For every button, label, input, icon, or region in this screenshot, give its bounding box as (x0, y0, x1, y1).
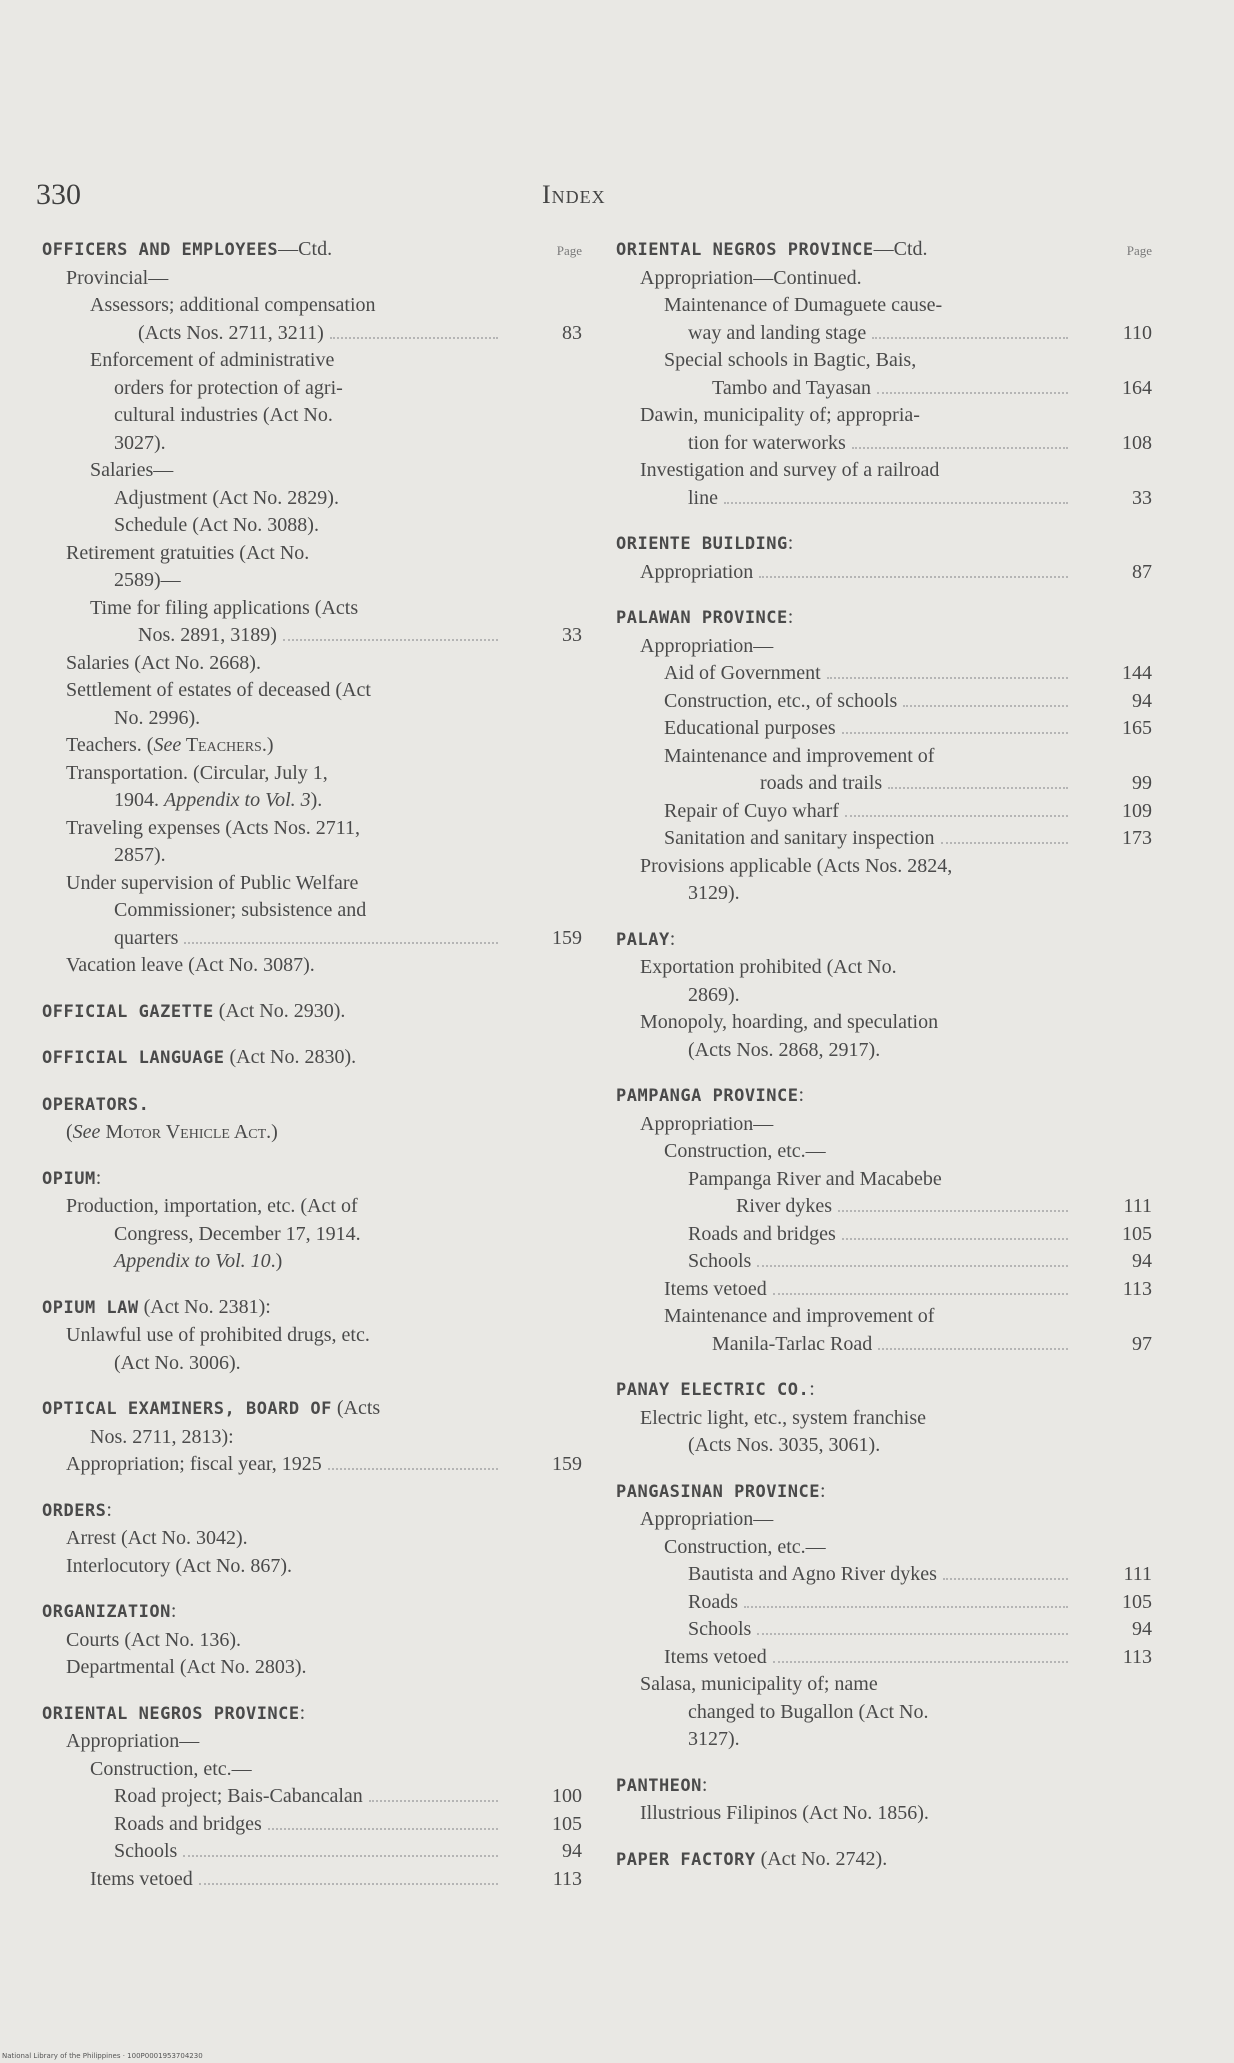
page-ref: 33 (562, 624, 582, 646)
entry-text: Departmental (Act No. 2803). (66, 1656, 307, 1678)
index-entry (42, 732, 582, 760)
leader-dots (878, 1348, 1068, 1350)
entry-text: Teachers. ( (66, 734, 154, 756)
entry-text: Nos. 2711, 2813): (90, 1425, 234, 1448)
entry-text: Provisions applicable (Acts Nos. 2824, (640, 854, 953, 877)
index-entry (42, 1322, 582, 1377)
page-ref: 94 (1132, 689, 1152, 712)
entry-text: Vacation leave (Act No. 3087). (66, 954, 315, 976)
entry-text: Appropriation—Continued. (640, 266, 862, 289)
entry-text: Dawin, municipality of; appropria- (640, 404, 920, 426)
heading-colon: : (170, 1600, 177, 1622)
index-heading-panay-electric (616, 1376, 1152, 1405)
entry-text: changed to Bugallon (Act No. (688, 1700, 929, 1723)
index-entry (42, 1553, 582, 1581)
index-entry (42, 1783, 582, 1811)
entry-text: 2857). (114, 844, 166, 866)
index-entry (42, 512, 582, 540)
entry-text: Schools (688, 1618, 752, 1640)
entry-text: ). (310, 789, 323, 811)
entry-text: 3027). (114, 431, 166, 454)
index-entry (42, 292, 582, 347)
see-reference: See (153, 734, 182, 756)
leader-dots (842, 732, 1068, 734)
entry-text: Appropriation; fiscal year, 1925 (66, 1453, 322, 1475)
heading-colon: : (701, 1773, 708, 1796)
heading-suffix: —Ctd. (873, 238, 928, 260)
entry-text: Schools (688, 1250, 752, 1272)
heading-colon: : (106, 1498, 112, 1521)
entry-text: Appropriation— (66, 1730, 200, 1752)
entry-text: Construction, etc., of schools (664, 689, 898, 712)
leader-dots (328, 1468, 498, 1470)
index-entry (616, 559, 1152, 587)
leader-dots (773, 1661, 1068, 1663)
heading-text: OFFICERS AND EMPLOYEES (42, 240, 279, 260)
leader-dots (268, 1828, 498, 1830)
index-heading-opium (42, 1165, 582, 1194)
leader-dots (888, 787, 1068, 789)
entry-text: Monopoly, hoarding, and speculation (640, 1011, 939, 1033)
index-entry (42, 347, 582, 457)
entry-text: Settlement of estates of deceased (Act (66, 679, 371, 701)
index-entry (616, 1616, 1152, 1644)
leader-dots (852, 447, 1068, 449)
index-entry (42, 1424, 582, 1452)
index-entry (616, 1166, 1152, 1221)
index-heading-orders (42, 1497, 582, 1526)
index-heading-gazette (42, 998, 582, 1027)
entry-text: Roads and bridges (114, 1812, 262, 1835)
index-entry (616, 1534, 1152, 1562)
page-ref: 113 (1122, 1277, 1152, 1300)
index-entry (42, 1866, 582, 1894)
index-entry (42, 1627, 582, 1655)
heading-colon: : (95, 1166, 102, 1189)
index-heading-oriental-negros-ctd (616, 236, 1152, 265)
index-entry (616, 1506, 1152, 1534)
page-column-label: Page (556, 243, 582, 258)
index-entry (616, 825, 1152, 853)
heading-text: OPIUM LAW (42, 1297, 139, 1318)
right-column (616, 236, 1152, 1874)
leader-dots (842, 1238, 1068, 1240)
index-entry (616, 402, 1152, 457)
leader-dots (283, 639, 498, 641)
entry-text: Salaries (Act No. 2668). (66, 651, 261, 674)
index-entry (616, 1111, 1152, 1139)
index-entry (616, 265, 1152, 293)
entry-text: Manila-Tarlac Road (712, 1332, 873, 1355)
entry-text: Motor Vehicle Act.) (100, 1121, 278, 1143)
index-entry (42, 1525, 582, 1553)
entry-text: Exportation prohibited (Act No. (640, 956, 897, 978)
entry-text: .) (270, 1250, 283, 1272)
entry-text: Nos. 2891, 3189) (138, 624, 277, 646)
entry-text: (Act No. 2742). (755, 1847, 888, 1870)
entry-text: Road project; Bais-Cabancalan (114, 1785, 363, 1807)
page-ref: 105 (552, 1812, 582, 1835)
heading-text: PANAY ELECTRIC CO. (616, 1380, 810, 1400)
heading-text: OFFICIAL LANGUAGE (42, 1048, 225, 1068)
leader-dots (369, 1800, 498, 1802)
page-ref: 94 (1132, 1618, 1152, 1640)
entry-text: 3127). (688, 1728, 740, 1750)
page-ref: 87 (1132, 560, 1152, 583)
heading-colon: : (299, 1701, 306, 1724)
page-ref: 173 (1122, 827, 1152, 849)
leader-dots (838, 1210, 1068, 1212)
page-ref: 100 (552, 1785, 582, 1807)
entry-text: Provincial— (66, 266, 169, 289)
heading-suffix: —Ctd. (278, 238, 333, 260)
entry-text: Interlocutory (Act No. 867). (66, 1554, 293, 1577)
entry-text: Repair of Cuyo wharf (664, 799, 839, 822)
entry-text: (Act No. 2830). (224, 1046, 357, 1068)
leader-dots (872, 337, 1068, 339)
entry-text: Retirement gratuities (Act No. (66, 541, 310, 564)
index-heading-opium-law (42, 1294, 582, 1323)
index-entry (42, 952, 582, 980)
index-entry (42, 1193, 582, 1276)
index-entry (42, 815, 582, 870)
index-entry (616, 1221, 1152, 1249)
page-column-label: Page (1126, 243, 1152, 258)
leader-dots (757, 1633, 1068, 1635)
entry-text: Construction, etc.— (664, 1140, 826, 1162)
entry-text: Tambo and Tayasan (712, 376, 872, 399)
page-ref: 97 (1132, 1332, 1152, 1355)
index-entry (616, 1589, 1152, 1617)
heading-text: ORIENTE BUILDING (616, 534, 788, 554)
index-entry (616, 1671, 1152, 1754)
index-entry (42, 1119, 582, 1147)
index-entry (616, 292, 1152, 347)
index-heading-pantheon (616, 1772, 1152, 1801)
entry-text: Adjustment (Act No. 2829). (114, 486, 339, 509)
entry-text: Items vetoed (664, 1645, 767, 1668)
leader-dots (773, 1293, 1068, 1295)
entry-text: Schedule (Act No. 3088). (114, 514, 319, 536)
index-entry (616, 660, 1152, 688)
entry-text: orders for protection of agri- (114, 376, 343, 399)
page-ref: 33 (1132, 486, 1152, 509)
entry-text: Commissioner; subsistence and (114, 899, 367, 921)
heading-text: ORIENTAL NEGROS PROVINCE (42, 1703, 300, 1724)
appendix-reference: Appendix to Vol. 10 (114, 1250, 271, 1272)
index-entry (616, 1644, 1152, 1672)
page-ref: 105 (1122, 1222, 1152, 1245)
heading-text: OPTICAL EXAMINERS, BOARD OF (42, 1399, 332, 1419)
index-entry (42, 650, 582, 678)
index-heading-palawan (616, 604, 1152, 633)
entry-text: (Act No. 2381): (138, 1295, 271, 1318)
heading-text: PANGASINAN PROVINCE (616, 1481, 820, 1502)
see-reference: See (72, 1121, 101, 1143)
entry-text: Maintenance and improvement of (664, 744, 935, 767)
index-entry (616, 1303, 1152, 1358)
index-entry (616, 1800, 1152, 1828)
page-ref: 109 (1122, 799, 1152, 822)
entry-text: No. 2996). (114, 706, 201, 729)
page-ref: 113 (552, 1867, 582, 1890)
entry-text: Appropriation— (640, 634, 774, 657)
leader-dots (877, 392, 1068, 394)
entry-text: Items vetoed (664, 1277, 767, 1300)
heading-colon: : (669, 927, 676, 950)
entry-text: way and landing stage (688, 321, 867, 344)
index-entry (42, 760, 582, 815)
index-entry (42, 677, 582, 732)
entry-text: Under supervision of Public Welfare (66, 871, 359, 894)
heading-text: OFFICIAL GAZETTE (42, 1001, 214, 1022)
entry-text: 2589)— (114, 569, 181, 591)
entry-text: Maintenance and improvement of (664, 1305, 935, 1327)
entry-text: roads and trails (760, 772, 883, 794)
index-heading-paper-factory (616, 1846, 1152, 1875)
entry-text: Educational purposes (664, 717, 836, 739)
page-ref: 165 (1122, 717, 1152, 739)
entry-text: ( (66, 1121, 73, 1143)
entry-text: Construction, etc.— (90, 1757, 252, 1780)
leader-dots (183, 1855, 498, 1857)
entry-text: Salaries— (90, 459, 174, 481)
heading-text: PAMPANGA PROVINCE (616, 1086, 799, 1106)
index-heading-pangasinan (616, 1478, 1152, 1507)
heading-text: OPERATORS. (42, 1094, 150, 1115)
index-entry (42, 1654, 582, 1682)
index-entry (616, 798, 1152, 826)
entry-text: Transportation. (Circular, July 1, (66, 761, 328, 784)
entry-text: Illustrious Filipinos (Act No. 1856). (640, 1802, 929, 1824)
entry-text: Enforcement of administrative (90, 349, 335, 371)
index-entry (616, 1276, 1152, 1304)
index-heading-oriental-negros (42, 1700, 582, 1729)
entry-text: (Act No. 3006). (114, 1351, 241, 1374)
leader-dots (941, 842, 1069, 844)
heading-text: ORDERS (42, 1500, 107, 1521)
entry-text: 1904. (114, 789, 164, 811)
entry-text: quarters (114, 926, 179, 949)
entry-text: Appropriation— (640, 1508, 774, 1530)
entry-text: Items vetoed (90, 1867, 193, 1890)
entry-text: Investigation and survey of a railroad (640, 459, 940, 481)
index-entry (42, 595, 582, 650)
page-ref: 108 (1122, 431, 1152, 454)
page-ref: 111 (1123, 1563, 1152, 1585)
entry-text: Congress, December 17, 1914. (114, 1222, 361, 1245)
entry-text: (Acts (331, 1397, 381, 1419)
entry-text: River dykes (736, 1195, 833, 1217)
entry-text: Pampanga River and Macabebe (688, 1167, 942, 1190)
page-number: 330 (36, 178, 81, 211)
left-column (42, 236, 582, 1893)
index-entry (42, 1811, 582, 1839)
index-entry (616, 743, 1152, 798)
leader-dots (903, 705, 1068, 707)
entry-text: (Acts Nos. 3035, 3061). (688, 1434, 881, 1456)
leader-dots (757, 1265, 1068, 1267)
entry-text: Aid of Government (664, 662, 821, 684)
entry-text: Schools (114, 1840, 178, 1862)
heading-text: ORGANIZATION (42, 1602, 171, 1622)
entry-text: Teachers.) (181, 734, 274, 756)
entry-text: Sanitation and sanitary inspection (664, 827, 935, 849)
index-entry (616, 457, 1152, 512)
heading-colon: : (787, 606, 794, 628)
page-ref: 99 (1132, 772, 1152, 794)
page-ref: 83 (562, 321, 582, 344)
heading-text: ORIENTAL NEGROS PROVINCE (616, 240, 874, 260)
index-entry (42, 485, 582, 513)
scan-footer: National Library of the Philippines · 100P0001953704230 (2, 2052, 203, 2060)
entry-text: 2869). (688, 983, 740, 1006)
entry-text: Traveling expenses (Acts Nos. 2711, (66, 816, 361, 839)
page-ref: 113 (1122, 1645, 1152, 1668)
page-ref: 159 (552, 926, 582, 949)
appendix-reference: Appendix to Vol. 3 (164, 789, 311, 811)
running-head: Index (542, 180, 606, 209)
heading-text: PALAY (616, 929, 670, 950)
index-heading-language (42, 1044, 582, 1073)
heading-colon: : (819, 1479, 826, 1502)
page-ref: 144 (1122, 662, 1152, 684)
entry-text: Special schools in Bagtic, Bais, (664, 349, 917, 371)
heading-text: PANTHEON (616, 1775, 702, 1796)
heading-text: OPIUM (42, 1168, 96, 1189)
entry-text: Arrest (Act No. 3042). (66, 1527, 248, 1549)
entry-text: tion for waterworks (688, 431, 846, 454)
page-ref: 164 (1122, 376, 1152, 399)
leader-dots (330, 337, 498, 339)
index-entry (42, 457, 582, 485)
entry-text: Maintenance of Dumaguete cause- (664, 294, 943, 316)
index-entry (616, 1138, 1152, 1166)
index-heading-officers (42, 236, 582, 265)
entry-text: cultural industries (Act No. (114, 404, 333, 426)
heading-text: PAPER FACTORY (616, 1849, 756, 1870)
entry-text: line (688, 486, 718, 509)
index-entry (616, 1248, 1152, 1276)
index-heading-palay (616, 926, 1152, 955)
entry-text: Courts (Act No. 136). (66, 1628, 241, 1651)
entry-text: Roads and bridges (688, 1222, 836, 1245)
index-entry (42, 1451, 582, 1479)
entry-text: Electric light, etc., system franchise (640, 1406, 927, 1429)
page-ref: 105 (1122, 1590, 1152, 1613)
index-entry (42, 265, 582, 293)
index-entry (616, 347, 1152, 402)
index-entry (42, 1838, 582, 1866)
entry-text: 3129). (688, 882, 740, 904)
page-ref: 94 (562, 1840, 582, 1862)
entry-text: (Acts Nos. 2868, 2917). (688, 1038, 881, 1061)
index-entry (616, 1009, 1152, 1064)
page-ref: 111 (1123, 1195, 1152, 1217)
leader-dots (744, 1606, 1068, 1608)
page-ref: 159 (552, 1453, 582, 1475)
entry-text: Time for filing applications (Acts (90, 596, 359, 619)
index-heading-oriente-building (616, 530, 1152, 559)
leader-dots (724, 502, 1068, 504)
leader-dots (827, 677, 1068, 679)
entry-text: Production, importation, etc. (Act of (66, 1195, 358, 1217)
index-entry (616, 1405, 1152, 1460)
entry-text: Roads (688, 1590, 738, 1613)
index-entry (42, 1728, 582, 1756)
entry-text: (Act No. 2930). (213, 999, 346, 1022)
index-entry (616, 688, 1152, 716)
index-heading-organization (42, 1598, 582, 1627)
index-entry (616, 1561, 1152, 1589)
heading-colon: : (798, 1084, 805, 1106)
entry-text: Appropriation (640, 560, 754, 583)
index-entry (616, 954, 1152, 1009)
entry-text: Appropriation— (640, 1112, 774, 1135)
page-ref: 94 (1132, 1250, 1152, 1272)
index-entry (42, 540, 582, 595)
entry-text: Salasa, municipality of; name (640, 1673, 878, 1695)
entry-text: Bautista and Agno River dykes (688, 1563, 937, 1585)
heading-colon: : (809, 1378, 815, 1400)
page-ref: 110 (1122, 321, 1152, 344)
index-entry (616, 853, 1152, 908)
index-entry (42, 1756, 582, 1784)
leader-dots (759, 576, 1068, 578)
entry-text: (Acts Nos. 2711, 3211) (138, 321, 324, 344)
leader-dots (845, 815, 1068, 817)
index-heading-optical (42, 1395, 582, 1424)
heading-text: PALAWAN PROVINCE (616, 608, 788, 628)
index-entry (616, 633, 1152, 661)
leader-dots (184, 942, 498, 944)
entry-text: Assessors; additional compensation (90, 294, 376, 316)
index-heading-pampanga (616, 1082, 1152, 1111)
index-entry (42, 870, 582, 953)
leader-dots (199, 1883, 498, 1885)
index-entry (616, 715, 1152, 743)
entry-text: Unlawful use of prohibited drugs, etc. (66, 1324, 370, 1346)
entry-text: Construction, etc.— (664, 1535, 826, 1558)
leader-dots (943, 1578, 1068, 1580)
index-heading-operators (42, 1091, 582, 1120)
heading-colon: : (787, 532, 794, 554)
